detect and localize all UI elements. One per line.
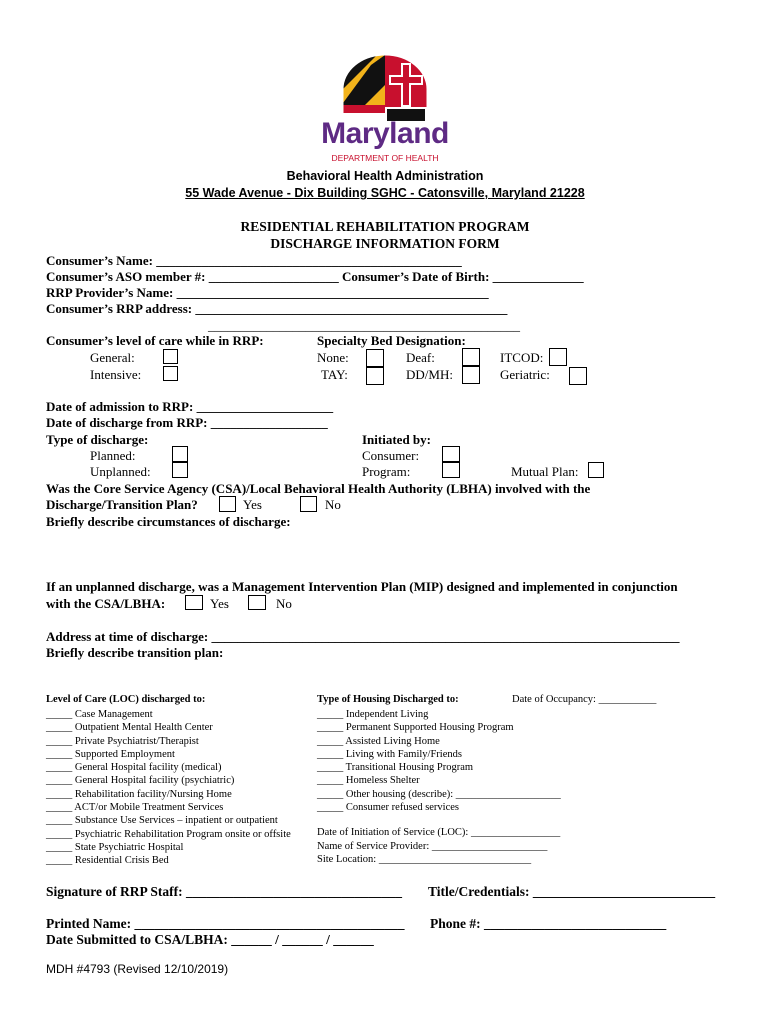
housing-section [317, 694, 561, 814]
agency-address: 55 Wade Avenue - Dix Building SGHC - Catonsville, Maryland 21228 [185, 186, 585, 200]
circumstances-label: Briefly describe circumstances of discharge: [46, 514, 291, 529]
discharge-type-label: Type of discharge: [46, 432, 149, 447]
csa-yes-label: Yes [243, 497, 262, 512]
title-credentials-field[interactable]: Title/Credentials: ___________________________ [428, 884, 716, 899]
loc-list-item[interactable]: _____ Residential Crisis Bed [46, 855, 169, 867]
mip-question-line1: If an unplanned discharge, was a Management Intervention Plan (MIP) designed and implemented in conjunction [46, 579, 678, 594]
provider-name-field[interactable]: RRP Provider’s Name: ________________________________________________ [46, 285, 489, 300]
initiated-by-label: Initiated by: [362, 432, 431, 447]
logo-wordmark: Maryland [321, 117, 449, 150]
mip-yes-checkbox[interactable] [185, 595, 203, 610]
mutual-plan-label: Mutual Plan: [511, 464, 579, 479]
staff-signature-field[interactable]: Signature of RRP Staff: ________________________________ [46, 884, 402, 899]
maryland-logo [315, 55, 455, 165]
deaf-checkbox[interactable] [462, 348, 480, 366]
loc-label: Level of Care (LOC) discharged to: [46, 694, 206, 705]
loc-list-item[interactable]: _____ General Hospital facility (medical) [46, 762, 222, 774]
unplanned-label: Unplanned: [90, 464, 151, 479]
loc-list-item[interactable]: _____ Substance Use Services – inpatient or outpatient [46, 815, 278, 827]
specialty-bed-label: Specialty Bed Designation: [317, 333, 466, 348]
ddmh-checkbox[interactable] [462, 366, 480, 384]
loc-list-item[interactable]: _____ General Hospital facility (psychiatric) [46, 775, 235, 787]
rrp-address-line2[interactable]: ________________________________________________ [208, 318, 520, 333]
unplanned-checkbox[interactable] [172, 462, 188, 478]
loc-list-item[interactable]: _____ State Psychiatric Hospital [46, 841, 184, 853]
agency-name: Behavioral Health Administration [286, 169, 484, 183]
discharge-date-field[interactable]: Date of discharge from RRP: __________________ [46, 415, 328, 430]
housing-list-item[interactable]: _____ Homeless Shelter [317, 775, 420, 787]
form-title-line1: RESIDENTIAL REHABILITATION PROGRAM [240, 219, 530, 234]
tay-checkbox[interactable] [366, 367, 384, 385]
consumer-initiated-checkbox[interactable] [442, 446, 460, 462]
occupancy-date-field[interactable]: Date of Occupancy: ___________ [512, 694, 657, 705]
admission-date-field[interactable]: Date of admission to RRP: _____________________ [46, 399, 334, 414]
loc-list-item[interactable]: _____ Private Psychiatrist/Therapist [46, 735, 199, 747]
housing-list-item[interactable]: _____ Other housing (describe): ____________________ [317, 788, 561, 800]
form-title-line2: DISCHARGE INFORMATION FORM [270, 236, 500, 251]
consumer-name-field[interactable]: Consumer’s Name: _______________________________________________ [46, 253, 462, 268]
housing-list-item[interactable]: _____ Assisted Living Home [317, 735, 440, 747]
general-checkbox[interactable] [163, 349, 178, 364]
site-location-field[interactable]: Site Location: _____________________________ [317, 854, 532, 865]
mutual-plan-checkbox[interactable] [588, 462, 604, 478]
initiation-date-field[interactable]: Date of Initiation of Service (LOC): _________________ [317, 827, 561, 838]
tay-label: TAY: [321, 367, 348, 382]
itcod-checkbox[interactable] [549, 348, 567, 366]
deaf-label: Deaf: [406, 350, 435, 365]
rrp-address-field[interactable]: Consumer’s RRP address: ________________________________________________ [46, 301, 508, 316]
intensive-label: Intensive: [90, 367, 142, 382]
geriatric-checkbox[interactable] [569, 367, 587, 385]
none-label: None: [317, 350, 349, 365]
phone-field[interactable]: Phone #: ___________________________ [430, 916, 667, 931]
discharge-address-field[interactable]: Address at time of discharge: ________________________________________________________________________ [46, 629, 680, 644]
housing-list-item[interactable]: _____ Living with Family/Friends [317, 748, 462, 760]
housing-list [317, 708, 561, 814]
ddmh-label: DD/MH: [406, 367, 453, 382]
planned-checkbox[interactable] [172, 446, 188, 462]
loc-list-item[interactable]: _____ ACT/or Mobile Treatment Services [46, 802, 224, 814]
loc-list-item[interactable]: _____ Rehabilitation facility/Nursing Home [46, 788, 232, 800]
housing-list-item[interactable]: _____ Transitional Housing Program [317, 762, 474, 774]
intensive-checkbox[interactable] [163, 366, 178, 381]
housing-list-item[interactable]: _____ Consumer refused services [317, 802, 460, 814]
printed-name-field[interactable]: Printed Name: ________________________________________ [46, 916, 405, 931]
none-checkbox[interactable] [366, 349, 384, 367]
transition-plan-label: Briefly describe transition plan: [46, 645, 224, 660]
level-of-care-label: Consumer’s level of care while in RRP: [46, 333, 264, 348]
form-number-footer: MDH #4793 (Revised 12/10/2019) [46, 962, 229, 976]
csa-yes-checkbox[interactable] [219, 496, 236, 512]
geriatric-label: Geriatric: [500, 367, 550, 382]
program-initiated-label: Program: [362, 464, 411, 479]
mip-question-line2: with the CSA/LBHA: [46, 596, 166, 611]
date-submitted-field[interactable]: Date Submitted to CSA/LBHA: ______ / ______ / ______ [46, 932, 374, 947]
loc-list-item[interactable]: _____ Psychiatric Rehabilitation Program onsite or offsite [46, 828, 291, 840]
csa-question-line1: Was the Core Service Agency (CSA)/Local Behavioral Health Authority (LBHA) involved with the [46, 481, 591, 496]
loc-list-item[interactable]: _____ Case Management [46, 709, 153, 720]
planned-label: Planned: [90, 448, 136, 463]
housing-label: Type of Housing Discharged to: [317, 694, 459, 705]
housing-list-item[interactable]: _____ Permanent Supported Housing Program [317, 722, 514, 734]
mip-no-checkbox[interactable] [248, 595, 266, 610]
loc-section [46, 694, 291, 868]
service-provider-field[interactable]: Name of Service Provider: ______________________ [317, 841, 548, 852]
csa-question-line2: Discharge/Transition Plan? [46, 497, 198, 512]
mip-yes-label: Yes [210, 596, 229, 611]
general-label: General: [90, 350, 135, 365]
mip-no-label: No [276, 596, 292, 611]
loc-list [46, 708, 291, 868]
loc-list-item[interactable]: _____ Supported Employment [46, 748, 175, 760]
maryland-flag-arch-icon [315, 55, 455, 125]
consumer-initiated-label: Consumer: [362, 448, 420, 463]
csa-no-label: No [325, 497, 341, 512]
loc-list-item[interactable]: _____ Outpatient Mental Health Center [46, 722, 213, 734]
itcod-label: ITCOD: [500, 350, 544, 365]
csa-no-checkbox[interactable] [300, 496, 317, 512]
logo-department: DEPARTMENT OF HEALTH [331, 153, 439, 163]
program-initiated-checkbox[interactable] [442, 462, 460, 478]
housing-list-item[interactable]: _____ Independent Living [317, 709, 429, 720]
aso-member-field[interactable]: Consumer’s ASO member #: ____________________ Consumer’s Date of Birth: ______________ [46, 269, 584, 284]
